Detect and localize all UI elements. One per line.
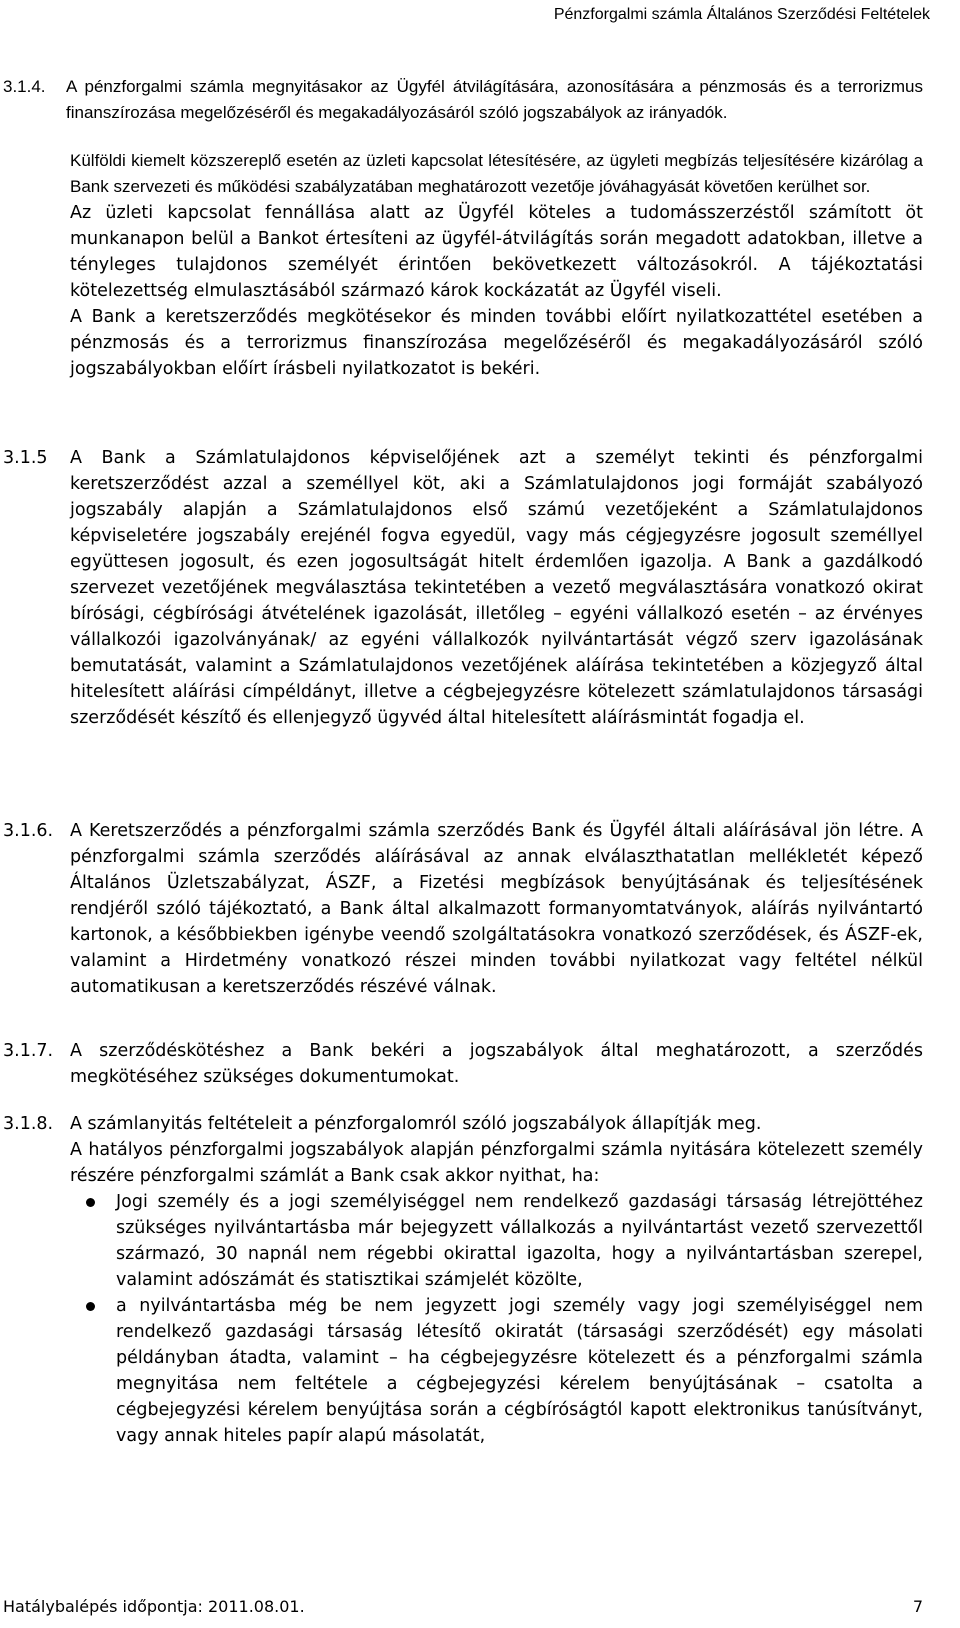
paragraph: A Bank a keretszerződés megkötésekor és minden további előírt nyilatkozattétel esetében a pénzmosás és a terrorizmus finanszírozása megelőzéséről és megakadályozásáról szóló jogszabályokban előírt írásbeli nyilatkozatot is bekéri. (70, 307, 923, 379)
section-number: 3.1.7. (3, 1041, 54, 1061)
section-number: 3.1.4. (3, 77, 46, 96)
bullet-list (70, 1189, 923, 1449)
bullet-icon (86, 1198, 95, 1207)
section-text (70, 818, 923, 1000)
section-number: 3.1.5 (3, 448, 48, 468)
bullet-icon (86, 1302, 95, 1311)
paragraph: Az üzleti kapcsolat fennállása alatt az Ügyfél köteles a tudomásszerzéstől számított öt munkanapon belül a Bankot értesíteni az ügyfél-átvilágítás során megadott adatokban, illetve a tényleges tulajdonos személyét érintően bekövetkezett változásokról. A tájékoztatási kötelezettség elmulasztásából származó károk kockázatát az Ügyfél viseli. (70, 203, 923, 301)
list-item-text: Jogi személy és a jogi személyiséggel nem rendelkező gazdasági társaság létrejöttéhez szükséges nyilvántartásba már bejegyzett vállalkozás a nyilvántartást vezető szervezettől származó, 30 napnál nem régebbi okirattal igazolta, hogy a nyilvántartásban szerepel, valamint adószámát és statisztikai számjelét közölte, (116, 1192, 923, 1290)
section-text (70, 1038, 923, 1090)
section-text (70, 445, 923, 731)
list-item (70, 1189, 923, 1293)
section-text (70, 1111, 923, 1449)
section-number: 3.1.6. (3, 821, 54, 841)
paragraph: A szerződéskötéshez a Bank bekéri a jogszabályok által meghatározott, a szerződés megkötéséhez szükséges dokumentumokat. (70, 1041, 923, 1087)
paragraph: A pénzforgalmi számla megnyitásakor az Ügyfél átvilágítására, azonosítására a pénzmosás és a terrorizmus finanszírozása megelőzéséről és megakadályozásáról szóló jogszabályok az irányadók. (66, 77, 923, 122)
list-item (70, 1293, 923, 1449)
page-header-title: Pénzforgalmi számla Általános Szerződési Feltételek (553, 6, 930, 23)
paragraph: Külföldi kiemelt közszereplő esetén az üzleti kapcsolat létesítésére, az ügyleti megbízás teljesítésére kizárólag a Bank szervezeti és működési szabályzatában meghatározott vezetője jóváhagyását követően kerülhet sor. (70, 151, 923, 196)
paragraph: A számlanyitás feltételeit a pénzforgalomról szóló jogszabályok állapítják meg. (70, 1114, 762, 1134)
list-item-text: a nyilvántartásba még be nem jegyzett jogi személy vagy jogi személyiséggel nem rendelkező gazdasági társaság létesítő okiratát (társasági szerződését) egy másolati példányban átadta, valamint – ha cégbejegyzésre kötelezett és a pénzforgalmi számla megnyitása nem feltétele a cégbejegyzési kérelem benyújtásának – csatolta a cégbejegyzési kérelem benyújtása során a cégbíróságtól kapott elektronikus tanúsítványt, vagy annak hiteles papír alapú másolatát, (116, 1296, 923, 1446)
paragraph: A Bank a Számlatulajdonos képviselőjének azt a személyt tekinti és pénzforgalmi keretszerződést azzal a személlyel köt, aki a Számlatulajdonos jogi formáját szabályozó jogszabály alapján a Számlatulajdonos első számú vezetőjeként a Számlatulajdonos képviseletére jogszabály erejénél fogva egyedül, vagy más cégjegyzésre jogosult személlyel együttesen jogosult, és ezen jogosultságát hitelt érdemlően igazolja. A Bank a gazdálkodó szervezet vezetőjének megválasztása tekintetében a vezető megválasztására vonatkozó okirat bírósági, cégbírósági átvételének igazolását, illetőleg – egyéni vállalkozó esetén – az érvényes vállalkozói igazolványának/ az egyéni vállalkozók nyilvántartását végző szerv igazolásának bemutatását, valamint a Számlatulajdonos vezetőjének aláírása tekintetében a közjegyző által hitelesített aláírási címpéldányt, illetve a cégbejegyzésre kötelezett számlatulajdonos társasági szerződését készítő és ellenjegyző ügyvéd által hitelesített aláírásmintát fogadja el. (70, 448, 923, 728)
footer-page-number: 7 (912, 1597, 923, 1616)
footer-effective-date: Hatálybalépés időpontja: 2011.08.01. (3, 1597, 305, 1616)
section-number: 3.1.8. (3, 1114, 54, 1134)
paragraph: A hatályos pénzforgalmi jogszabályok alapján pénzforgalmi számla nyitására kötelezett személy részére pénzforgalmi számlát a Bank csak akkor nyithat, ha: (70, 1140, 923, 1186)
paragraph: A Keretszerződés a pénzforgalmi számla szerződés Bank és Ügyfél általi aláírásával jön létre. A pénzforgalmi számla szerződés aláírásával az annak elválaszthatatlan mellékletét képező Általános Üzletszabályzat, ÁSZF, a Fizetési megbízások benyújtásának és teljesítésének rendjéről szóló tájékoztató, a Bank által alkalmazott formanyomtatványok, aláírás nyilvántartó kartonok, a későbbiekben igénybe veendő szolgáltatásokra vonatkozó szerződések, és ÁSZF-ek, valamint a Hirdetmény vonatkozó részei minden további nyilatkozat vagy feltétel nélkül automatikusan a keretszerződés részévé válnak. (70, 821, 923, 997)
section-text (66, 74, 923, 126)
section-text (70, 148, 923, 382)
